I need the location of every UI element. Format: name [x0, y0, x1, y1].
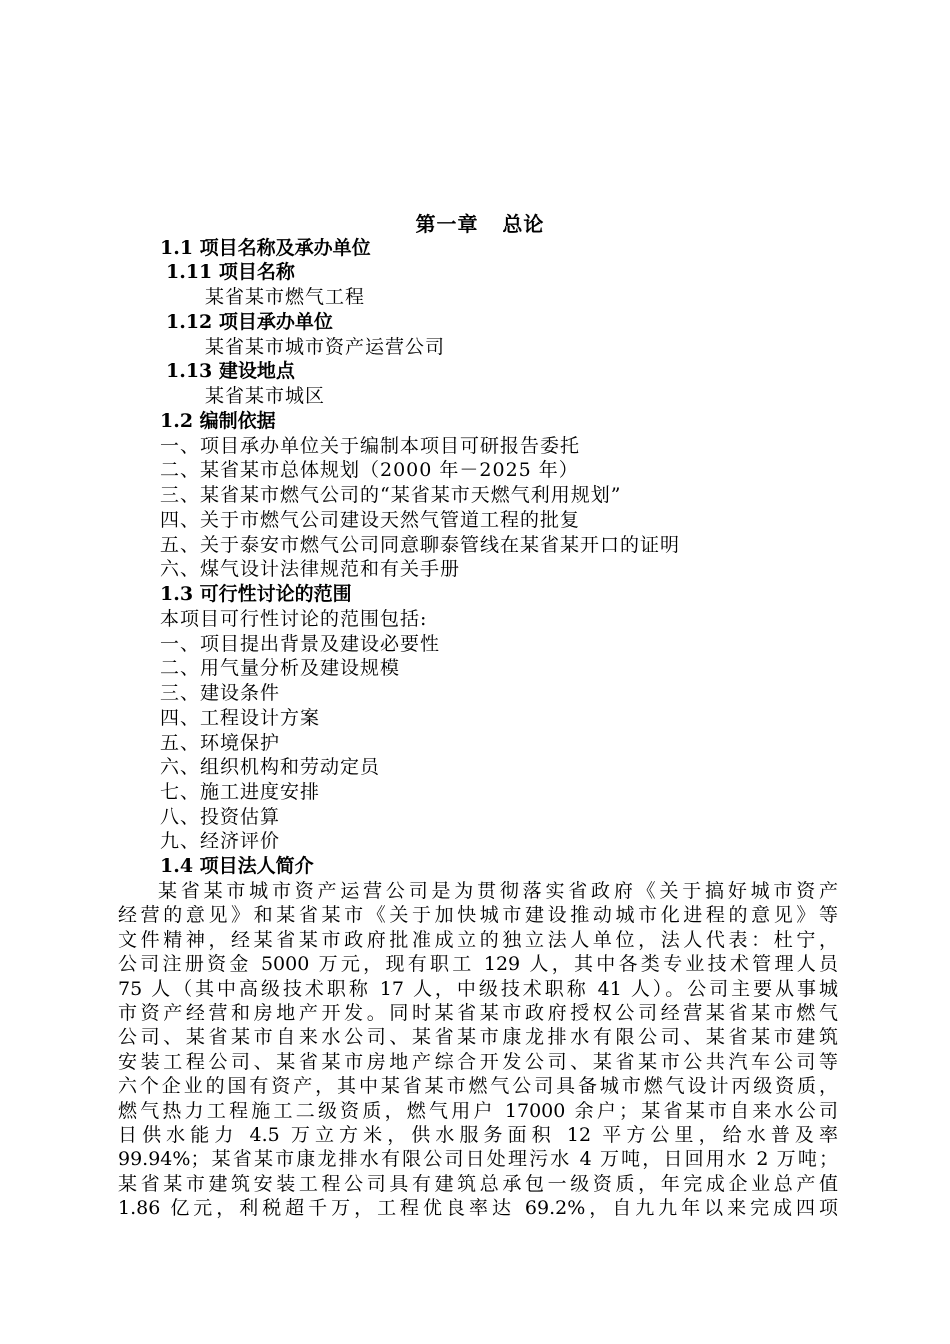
paragraph-line: 经营的意见》和某省某市《关于加快城市建设推动城市化进程的意见》等	[118, 904, 838, 927]
paragraph-line: 文件精神，经某省某市政府批准成立的独立法人单位，法人代表：杜宁，	[118, 928, 838, 951]
project-organizer: 某省某市城市资产运营公司	[205, 336, 446, 358]
paragraph-line: 市资产经营和房地产开发。同时某省某市政府授权公司经营某省某市燃气	[118, 1002, 838, 1025]
scope-item: 三、建设条件	[160, 682, 281, 704]
basis-item: 六、煤气设计法律规范和有关手册	[160, 558, 461, 580]
scope-item: 七、施工进度安排	[160, 781, 321, 803]
section-1-1-heading: 1.1 项目名称及承办单位	[160, 237, 371, 259]
basis-item: 五、关于泰安市燃气公司同意聊泰管线在某省某开口的证明	[160, 534, 681, 556]
scope-item: 四、工程设计方案	[160, 707, 321, 729]
chapter-title: 第一章 总论	[415, 212, 545, 236]
section-1-3-heading: 1.3 可行性讨论的范围	[160, 583, 352, 605]
project-name: 某省某市燃气工程	[205, 286, 366, 308]
paragraph-line: 75 人（其中高级技术职称 17 人，中级技术职称 41 人）。公司主要从事城	[118, 977, 838, 1000]
legal-entity-paragraph	[118, 879, 838, 1221]
paragraph-line: 1.86 亿元，利税超千万，工程优良率达 69.2%，自九九年以来完成四项	[118, 1197, 838, 1220]
scope-item: 一、项目提出背景及建设必要性	[160, 633, 441, 655]
section-1-13-heading: 1.13 建设地点	[166, 360, 295, 382]
section-1-2-heading: 1.2 编制依据	[160, 410, 276, 432]
paragraph-line: 日供水能力 4.5 万立方米，供水服务面积 12 平方公里，给水普及率	[118, 1124, 838, 1147]
basis-item: 三、某省某市燃气公司的“某省某市天燃气利用规划”	[160, 484, 622, 506]
paragraph-line: 99.94%；某省某市康龙排水有限公司日处理污水 4 万吨，日回用水 2 万吨；	[118, 1148, 838, 1171]
scope-item: 六、组织机构和劳动定员	[160, 756, 381, 778]
paragraph-line: 六个企业的国有资产，其中某省某市燃气公司具备城市燃气设计丙级资质，	[118, 1075, 838, 1098]
paragraph-line: 燃气热力工程施工二级资质，燃气用户 17000 余户；某省某市自来水公司	[118, 1099, 838, 1122]
basis-item: 一、项目承办单位关于编制本项目可研报告委托	[160, 435, 581, 457]
section-1-11-heading: 1.11 项目名称	[166, 261, 295, 283]
paragraph-line: 安装工程公司、某省某市房地产综合开发公司、某省某市公共汽车公司等	[118, 1050, 838, 1073]
scope-item: 八、投资估算	[160, 806, 281, 828]
scope-item: 五、环境保护	[160, 732, 281, 754]
basis-item: 四、关于市燃气公司建设天然气管道工程的批复	[160, 509, 581, 531]
scope-item: 二、用气量分析及建设规模	[160, 657, 401, 679]
section-1-12-heading: 1.12 项目承办单位	[166, 311, 333, 333]
section-1-4-heading: 1.4 项目法人简介	[160, 855, 314, 877]
scope-item: 九、经济评价	[160, 830, 281, 852]
paragraph-line: 公司、某省某市自来水公司、某省某市康龙排水有限公司、某省某市建筑	[118, 1026, 838, 1049]
basis-item: 二、某省某市总体规划（2000 年－2025 年）	[160, 459, 579, 481]
paragraph-line: 某省某市城市资产运营公司是为贯彻落实省政府《关于搞好城市资产	[158, 880, 838, 902]
scope-intro: 本项目可行性讨论的范围包括:	[160, 608, 428, 630]
paragraph-line: 公司注册资金 5000 万元，现有职工 129 人，其中各类专业技术管理人员	[118, 953, 838, 976]
paragraph-line: 某省某市建筑安装工程公司具有建筑总承包一级资质，年完成企业总产值	[118, 1172, 838, 1195]
construction-site: 某省某市城区	[205, 385, 326, 407]
